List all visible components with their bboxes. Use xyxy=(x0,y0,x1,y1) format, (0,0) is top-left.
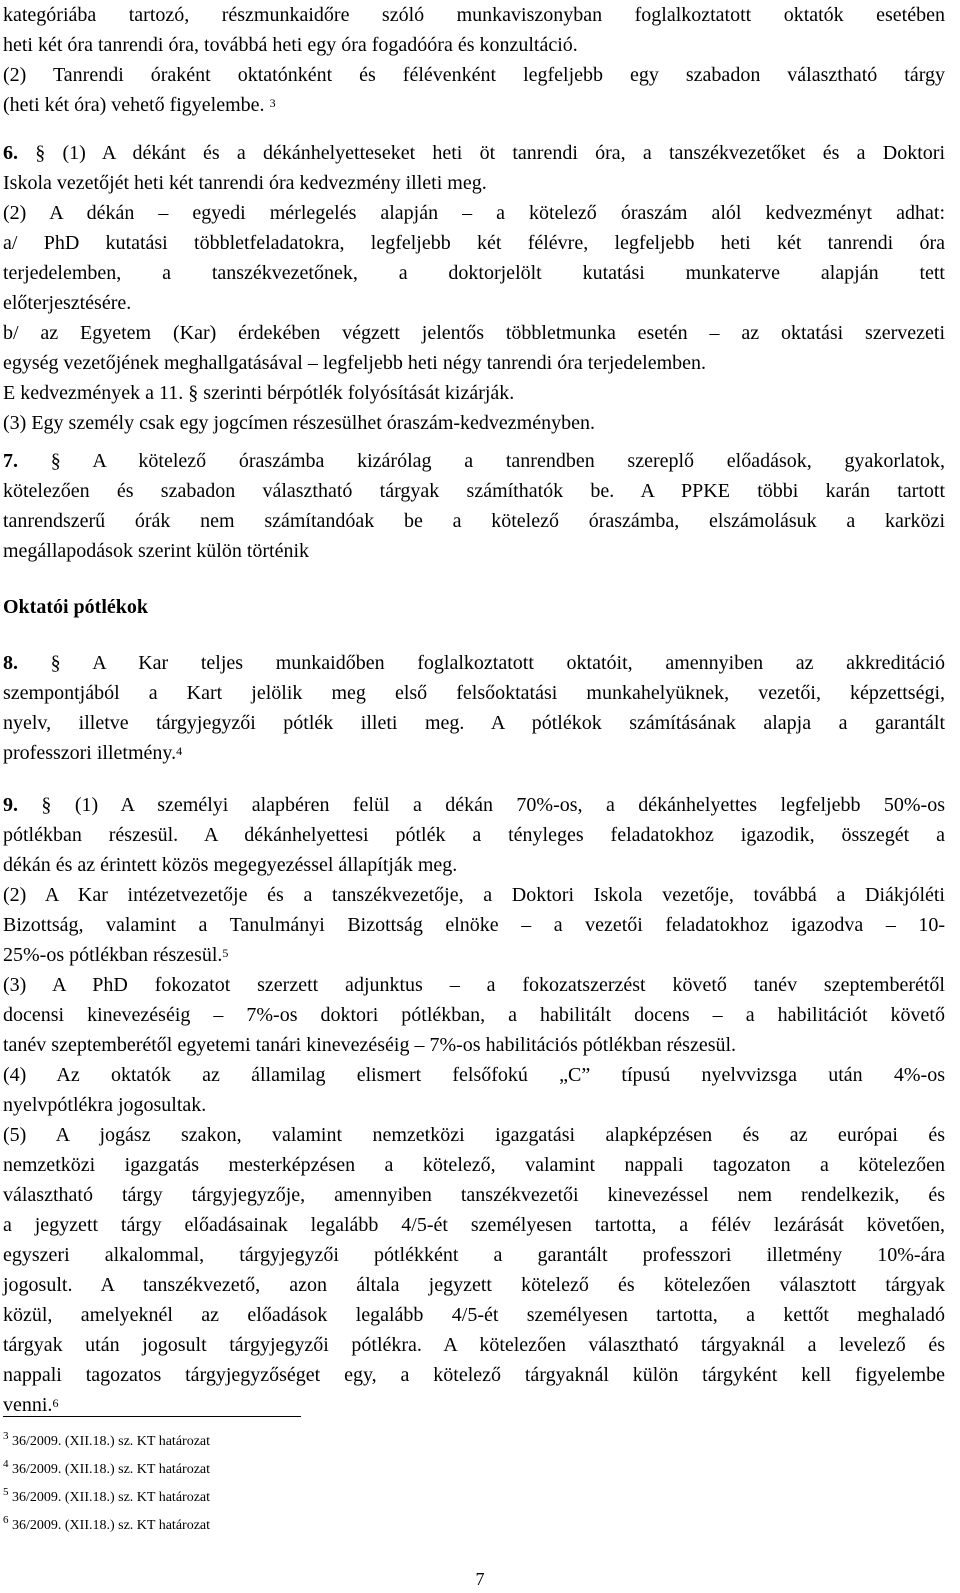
footnote xyxy=(3,1516,210,1536)
section-heading: Oktatói pótlékok xyxy=(3,596,149,618)
text-line xyxy=(3,648,945,678)
text-line: Bizottság, valamint a Tanulmányi Bizottság elnöke – a vezetői feladatokhoz igazodva – 10- xyxy=(3,914,945,936)
footnote-ref[interactable]: 6 xyxy=(52,1396,59,1410)
text-line xyxy=(3,790,945,820)
section-7 xyxy=(3,446,945,566)
footnote-text: 36/2009. (XII.18.) sz. KT határozat xyxy=(8,1434,211,1449)
text-line: szempontjából a Kart jelölik meg első felsőoktatási munkahelyüknek, vezetői, képzettségi, xyxy=(3,682,945,704)
text-line: előterjesztésére. xyxy=(3,292,132,314)
section-6 xyxy=(3,138,945,438)
text-line: a jegyzett tárgy előadásainak legalább 4/5-ét személyesen tartotta, a félév lezárását követően, xyxy=(3,1214,945,1236)
text-line xyxy=(3,138,945,168)
text-line: (5) A jogász szakon, valamint nemzetközi igazgatási alapképzésen és az európai és xyxy=(3,1124,945,1146)
text-line: (3) A PhD fokozatot szerzett adjunktus – a fokozatszerzést követő tanév szeptemberétől xyxy=(3,974,945,996)
text-line: pótlékban részesül. A dékánhelyettesi pótlék a tényleges feladatokhoz igazodik, összegét a xyxy=(3,824,945,846)
footnote-number: 5 xyxy=(3,1486,9,1498)
text: § A Kar teljes munkaidőben foglalkoztatott oktatóit, amennyiben az akkreditáció xyxy=(18,652,945,674)
text-line: (2) A dékán – egyedi mérlegelés alapján – a kötelező óraszám alól kedvezményt adhat: xyxy=(3,202,945,224)
text: § (1) A személyi alapbéren felül a dékán 70%-os, a dékánhelyettes legfeljebb 50%-os xyxy=(18,794,945,816)
section-8 xyxy=(3,648,945,768)
text-line: egyszeri alkalommal, tárgyjegyzői pótlékként a garantált professzori illetmény 10%-ára xyxy=(3,1244,945,1266)
text-line: (2) Tanrendi óraként oktatónként és félévenként legfeljebb egy szabadon választható tárgy xyxy=(3,64,945,86)
footnote xyxy=(3,1488,210,1508)
text-line: tanév szeptemberétől egyetemi tanári kinevezéséig – 7%-os habilitációs pótlékban részesül. xyxy=(3,1034,737,1056)
text-line: dékán és az érintett közös megegyezéssel állapítják meg. xyxy=(3,854,458,876)
text-line: nappali tagozatos tárgyjegyzőséget egy, a kötelező tárgyaknál külön tárgyként kell figyelembe xyxy=(3,1364,945,1386)
section-number: 6. xyxy=(3,142,18,164)
footnote-ref[interactable]: 5 xyxy=(222,946,229,960)
text-line: kötelezően és szabadon választható tárgyak számíthatók be. A PPKE többi karán tartott xyxy=(3,480,945,502)
footnote xyxy=(3,1460,210,1480)
text: § A kötelező óraszámba kizárólag a tanrendben szereplő előadások, gyakorlatok, xyxy=(18,450,945,472)
text: 25%-os pótlékban részesül. xyxy=(3,944,223,966)
footnote-number: 6 xyxy=(3,1514,9,1526)
page-number: 7 xyxy=(475,1569,485,1589)
text-line: egység vezetőjének meghallgatásával – legfeljebb heti négy tanrendi óra terjedelemben. xyxy=(3,352,707,374)
text-line: Iskola vezetőjét heti két tanrendi óra kedvezmény illeti meg. xyxy=(3,172,487,194)
footnote-number: 4 xyxy=(3,1458,9,1470)
text-line: b/ az Egyetem (Kar) érdekében végzett jelentős többletmunka esetén – az oktatási szervezeti xyxy=(3,322,945,344)
footnote-text: 36/2009. (XII.18.) sz. KT határozat xyxy=(8,1518,211,1533)
text: venni. xyxy=(3,1394,53,1416)
footnote-text: 36/2009. (XII.18.) sz. KT határozat xyxy=(8,1462,211,1477)
text-line: (2) A Kar intézetvezetője és a tanszékvezetője, a Doktori Iskola vezetője, továbbá a Diákjóléti xyxy=(3,884,945,906)
text-line xyxy=(3,940,945,970)
text-line: választható tárgy tárgyjegyzője, amennyiben tanszékvezetői kinevezéssel nem rendelkezik, és xyxy=(3,1184,945,1206)
text-line: heti két óra tanrendi óra, továbbá heti egy óra fogadóóra és konzultáció. xyxy=(3,34,578,56)
text-line: tárgyak után jogosult tárgyjegyzői pótlékra. A kötelezően választható tárgyaknál a levelező és xyxy=(3,1334,945,1356)
text-line: (3) Egy személy csak egy jogcímen részesülhet óraszám-kedvezményben. xyxy=(3,412,595,434)
text: § (1) A dékánt és a dékánhelyetteseket heti öt tanrendi óra, a tanszékvezetőket és a Doktori xyxy=(18,142,945,164)
paragraph-5-continuation xyxy=(3,0,945,120)
text-line: tanrendszerű órák nem számítandóak be a kötelező óraszámba, elszámolásuk a karközi xyxy=(3,510,945,532)
section-number: 9. xyxy=(3,794,18,816)
section-9 xyxy=(3,790,945,1420)
footnote-text: 36/2009. (XII.18.) sz. KT határozat xyxy=(8,1490,211,1505)
text-line: E kedvezmények a 11. § szerinti bérpótlék folyósítását kizárják. xyxy=(3,382,515,404)
text-line xyxy=(3,738,945,768)
section-number: 7. xyxy=(3,450,18,472)
text: (heti két óra) vehető figyelembe. xyxy=(3,94,265,116)
footnote-number: 3 xyxy=(3,1430,9,1442)
text-line: kategóriába tartozó, részmunkaidőre szóló munkaviszonyban foglalkoztatott oktatók esetében xyxy=(3,4,945,26)
footnote xyxy=(3,1432,210,1452)
text-line: a/ PhD kutatási többletfeladatokra, legfeljebb két félévre, legfeljebb heti két tanrendi óra xyxy=(3,232,945,254)
text-line: (4) Az oktatók az államilag elismert felsőfokú „C” típusú nyelvvizsga után 4%-os xyxy=(3,1064,945,1086)
section-number: 8. xyxy=(3,652,18,674)
footnote-divider xyxy=(3,1416,301,1417)
text-line: jogosult. A tanszékvezető, azon általa jegyzett kötelező és kötelezően választott tárgyak xyxy=(3,1274,945,1296)
text-line: terjedelemben, a tanszékvezetőnek, a doktorjelölt kutatási munkaterve alapján tett xyxy=(3,262,945,284)
text-line xyxy=(3,446,945,476)
footnote-ref[interactable]: 4 xyxy=(176,744,183,758)
text-line: nyelvpótlékra jogosultak. xyxy=(3,1094,207,1116)
text: professzori illetmény. xyxy=(3,742,177,764)
text-line: nyelv, illetve tárgyjegyzői pótlék illeti meg. A pótlékok számításának alapja a garantált xyxy=(3,712,945,734)
text-line: közül, amelyeknél az előadások legalább 4/5-ét személyesen tartotta, a kettőt meghaladó xyxy=(3,1304,945,1326)
text-line: megállapodások szerint külön történik xyxy=(3,540,310,562)
footnote-ref[interactable]: 3 xyxy=(269,96,276,110)
text-line xyxy=(3,90,945,120)
text-line: docensi kinevezéséig – 7%-os doktori pótlékban, a habilitált docens – a habilitációt követő xyxy=(3,1004,945,1026)
text-line: nemzetközi igazgatás mesterképzésen a kötelező, valamint nappali tagozaton a kötelezően xyxy=(3,1154,945,1176)
